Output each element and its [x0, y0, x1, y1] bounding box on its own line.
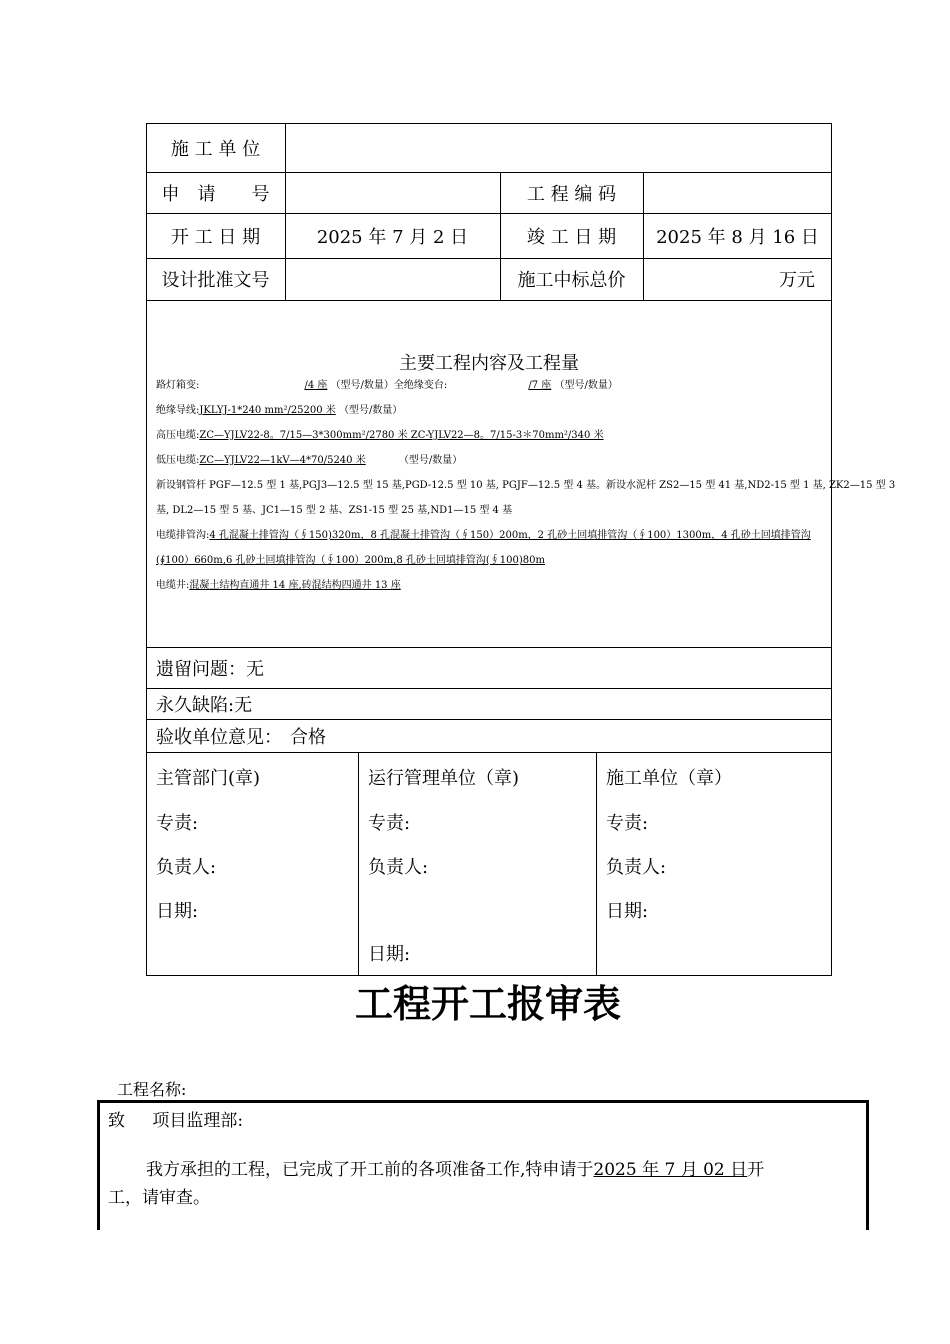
application-no-label: 申 请 号 [161, 183, 270, 205]
col3-date: 日期: [606, 901, 649, 922]
streetlight-value: /4 座 [304, 380, 328, 391]
col-divider [596, 752, 597, 976]
col1-title: 主管部门(章) [156, 768, 261, 789]
wire-value: JKLYJ-1*240 mm²/25200 米 [199, 405, 336, 416]
to-value: 项目监理部: [152, 1111, 244, 1131]
acceptance-value: 合格 [290, 726, 326, 748]
permanent-defects: 永久缺陷:无 [156, 694, 253, 716]
start-date-value: 2025 年 7 月 2 日 [316, 226, 469, 248]
form-title: 工程开工报审表 [354, 981, 621, 1026]
wire-label: 绝缘导线: [156, 405, 200, 416]
col1-date: 日期: [156, 901, 199, 922]
duct-line-2: (∮100）660m,6 孔砂土回填排管沟（∮100）200m,8 孔砂土回填排管沟(∮100)80m [156, 555, 545, 566]
request-end: 开 [747, 1160, 765, 1180]
bid-price-unit: 万元 [779, 270, 815, 291]
lv-line [156, 456, 462, 466]
col2-date: 日期: [368, 944, 411, 965]
design-approval-label: 设计批准文号 [161, 270, 270, 291]
row-divider [146, 752, 832, 753]
remaining-issues: 遗留问题：无 [156, 658, 264, 680]
well-label: 电缆井: [156, 580, 190, 591]
col2-resp: 专责: [368, 813, 411, 834]
streetlight-note: （型号/数量）全绝缘变台: [330, 380, 448, 391]
project-code-label: 工 程 编 码 [526, 183, 617, 205]
col-divider [285, 123, 286, 300]
hv-value: ZC—YJLV22-8。7/15—3*300mm²/2780 米 ZC-YJLV22—8。7/15-3＊70mm²/340 米 [199, 430, 604, 441]
well-line [156, 581, 401, 591]
to-label: 致 [108, 1111, 125, 1131]
request-body [146, 1155, 764, 1180]
poles-line-2: 基, DL2—15 型 5 基、JC1—15 型 2 基、ZS1-15 型 25 基,ND1—15 型 4 基 [156, 505, 513, 516]
lv-note: （型号/数量） [398, 455, 463, 466]
col2-person: 负责人: [368, 857, 429, 878]
acceptance-label: 验收单位意见： [156, 726, 282, 748]
duct-label: 电缆排管沟: [156, 530, 210, 541]
start-date-label: 开 工 日 期 [170, 226, 261, 248]
wire-line [156, 406, 402, 416]
streetlight-line [156, 381, 618, 391]
addressee-line [108, 1106, 243, 1131]
well-value: 混凝土结构直通井 14 座,砖混结构四通井 13 座 [189, 580, 401, 591]
col1-resp: 专责: [156, 813, 199, 834]
construction-unit-label: 施 工 单 位 [170, 138, 261, 160]
duct-value-1: 4 孔混凝土排管沟（∮150)320m，8 孔混凝土排管沟（∮150）200m，2 孔砂土回填排管沟（∮100）1300m，4 孔砂土回填排管沟 [209, 530, 811, 541]
duct-line-1 [156, 531, 811, 541]
request-date: 2025 年 7 月 02 日 [593, 1160, 748, 1180]
col1-person: 负责人: [156, 857, 217, 878]
insulated-value: /7 座 [528, 380, 552, 391]
project-name-label: 工程名称: [117, 1080, 187, 1099]
completion-date-label: 竣 工 日 期 [526, 226, 617, 248]
streetlight-label: 路灯箱变: [156, 380, 200, 391]
lv-label: 低压电缆: [156, 455, 200, 466]
col3-person: 负责人: [606, 857, 667, 878]
bid-price-label: 施工中标总价 [517, 270, 626, 291]
insulated-note: （型号/数量） [554, 380, 618, 391]
request-text: 我方承担的工程，已完成了开工前的各项准备工作,特申请于 [146, 1160, 594, 1180]
content-title: 主要工程内容及工程量 [399, 353, 579, 374]
acceptance-opinion [156, 719, 326, 752]
col-divider [358, 752, 359, 976]
row-divider [146, 300, 832, 301]
hv-line [156, 431, 604, 441]
completion-date-value: 2025 年 8 月 16 日 [656, 226, 819, 248]
col3-resp: 专责: [606, 813, 649, 834]
wire-note: （型号/数量） [339, 405, 403, 416]
lv-value: ZC—YJLV22—1kV—4*70/5240 米 [199, 455, 366, 466]
col2-title: 运行管理单位（章) [368, 768, 520, 789]
poles-line-1: 新设钢管杆 PGF—12.5 型 1 基,PGJ3—12.5 型 15 基,PGD-12.5 型 10 基, PGJF—12.5 型 4 基。新设水泥杆 ZS2—15 型 41 基,ND2-15 型 1 基, ZK2—15 型 3 [156, 480, 896, 491]
hv-label: 高压电缆: [156, 430, 200, 441]
request-body-line2: 工，请审查。 [108, 1188, 210, 1208]
col3-title: 施工单位（章） [606, 768, 732, 789]
